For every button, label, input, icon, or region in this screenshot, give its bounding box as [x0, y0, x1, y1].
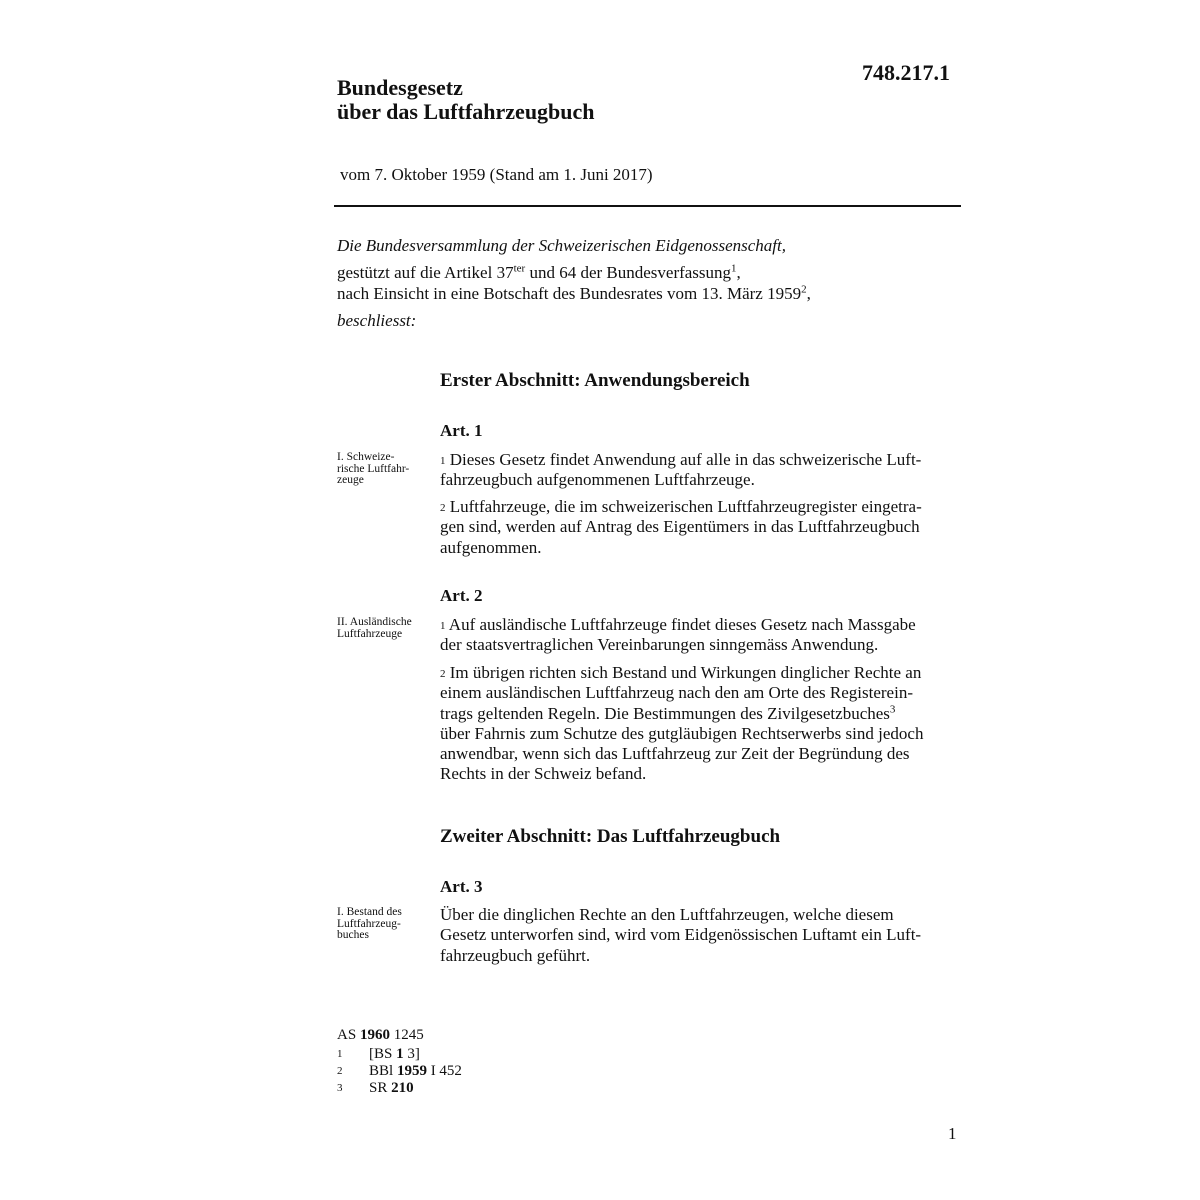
sr-number: 748.217.1: [862, 60, 950, 85]
footnote-ref-3[interactable]: 3: [889, 702, 896, 715]
article-2-paragraph-2: $^2$ Im übrigen richten sich Bestand und Wirkungen dinglicher Rechte an einem ausländischen Luftfahrzeug nach den am Orte des Registerein- trags geltenden Regeln. Die Bestimmungen des Zivilgesetzbuches$^3$ über Fahrnis zum Schutze des gutgläubigen Rechtserwerbs sind jedoch anwendbar, wenn sich das Luftfahrzeug zur Zeit der Begründung des Rechts in der Schweiz befand.: [440, 663, 924, 784]
article-1-paragraph-1: $^1$ Dieses Gesetz findet Anwendung auf alle in das schweizerische Luft- fahrzeugbuch aufgenommenen Luftfahrzeuge.: [440, 450, 922, 490]
footnote-3: 3 SR 210: [337, 1080, 414, 1096]
header-divider: [334, 205, 961, 207]
margin-note-art-1: I. Schweize- rische Luftfahr- zeuge: [337, 451, 410, 486]
margin-note-art-2: II. Ausländische Luftfahrzeuge: [337, 616, 412, 640]
footnote-ref-1[interactable]: 1: [731, 262, 737, 275]
preamble-assembly: Die Bundesversammlung der Schweizerischen Eidgenossenschaft,: [337, 236, 786, 255]
article-1-paragraph-2: $^2$ Luftfahrzeuge, die im schweizerischen Luftfahrzeugregister eingetra- gen sind, werden auf Antrag des Eigentümers in das Luftfahrzeugbuch aufgenommen.: [440, 497, 922, 557]
law-title: [337, 76, 595, 124]
section-title-1: Erster Abschnitt: Anwendungsbereich: [440, 370, 750, 391]
footnote-2: 2 BBl 1959 I 452: [337, 1063, 462, 1079]
article-3-title: Art. 3: [440, 877, 483, 896]
official-compilation-ref: AS 1960 1245: [337, 1027, 424, 1043]
law-title-line-2: über das Luftfahrzeugbuch: [337, 99, 595, 124]
preamble-message: nach Einsicht in eine Botschaft des Bundesrates vom 13. März 1959$^2$,: [337, 283, 811, 303]
preamble-decides: beschliesst:: [337, 311, 417, 330]
law-title-line-1: Bundesgesetz: [337, 75, 463, 100]
footnote-ref-2[interactable]: 2: [801, 283, 807, 296]
footnote-1: 1 [BS 1 3]: [337, 1046, 420, 1062]
article-2-title: Art. 2: [440, 586, 483, 605]
article-3-paragraph-1: Über die dinglichen Rechte an den Luftfahrzeugen, welche diesem Gesetz unterworfen sind, wird vom Eidgenössischen Luftamt ein Luft- fahrzeugbuch geführt.: [440, 905, 922, 965]
date-line: vom 7. Oktober 1959 (Stand am 1. Juni 2017): [340, 165, 653, 184]
article-2-paragraph-1: $^1$ Auf ausländische Luftfahrzeuge findet dieses Gesetz nach Massgabe der staatsvertraglichen Vereinbarungen sinngemäss Anwendung.: [440, 615, 916, 655]
preamble-legal-basis: gestützt auf die Artikel $37^{ter}$ und 64 der Bundesverfassung$^1$,: [337, 262, 741, 282]
article-1-title: Art. 1: [440, 421, 483, 440]
margin-note-art-3: I. Bestand des Luftfahrzeug- buches: [337, 906, 402, 941]
section-title-2: Zweiter Abschnitt: Das Luftfahrzeugbuch: [440, 826, 781, 847]
page-number: 1: [948, 1124, 957, 1143]
